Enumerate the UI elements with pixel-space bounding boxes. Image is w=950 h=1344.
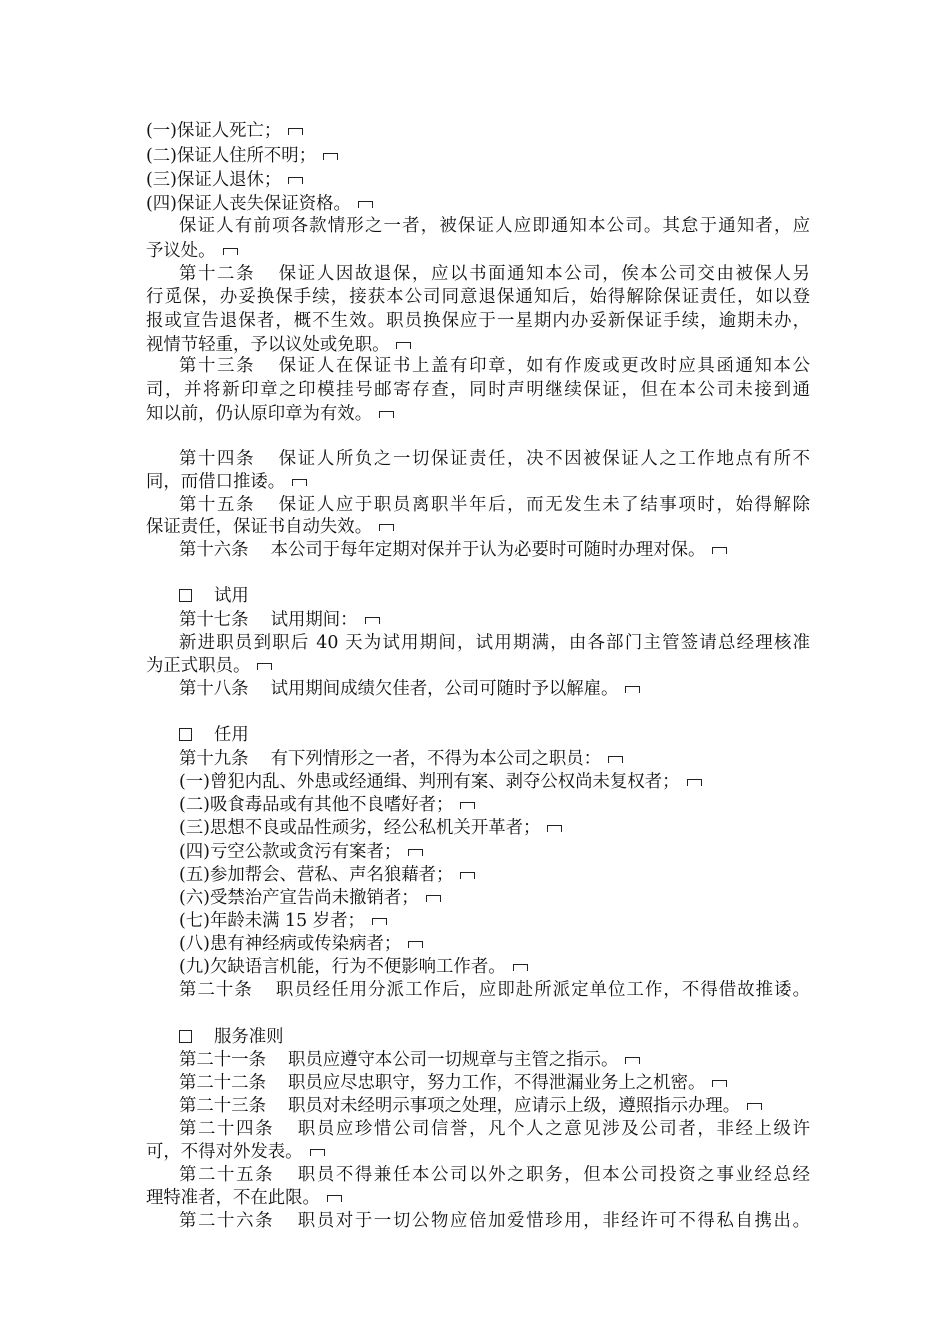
article-number: 第二十一条	[179, 1050, 266, 1070]
article-number: 第十八条	[179, 679, 249, 699]
paragraph-mark-icon	[292, 479, 307, 486]
paragraph-mark-icon	[223, 248, 238, 255]
article-line: 第十五条 保证人应于职员离职半年后，而无发生未了结事项时，始得解除	[179, 495, 810, 515]
article-line: 第二十三条 职员对未经明示事项之处理，应请示上级，遵照指示办理。	[179, 1095, 810, 1119]
paragraph-mark-icon	[712, 547, 727, 554]
article-number: 第二十五条	[179, 1165, 275, 1185]
paragraph-mark-icon	[372, 918, 387, 925]
article-line: 第二十条 职员经任用分派工作后，应即赴所派定单位工作，不得借故推诿。	[179, 980, 810, 1000]
text-line: 视情节轻重，予以议处或免职。	[146, 334, 810, 358]
paragraph-mark-icon	[288, 177, 303, 184]
paragraph-mark-icon	[408, 941, 423, 948]
paragraph-mark-icon	[625, 686, 640, 693]
paragraph-mark-icon	[712, 1080, 727, 1087]
paragraph-mark-icon	[327, 1195, 342, 1202]
text-line: (二)保证人住所不明；	[146, 145, 810, 169]
paragraph-mark-icon	[460, 872, 475, 879]
article-number: 第十五条	[179, 495, 256, 515]
text-line: (一)保证人死亡；	[146, 120, 810, 144]
text-line: 行觅保，办妥换保手续，接获本公司同意退保通知后，始得解除保证责任，如以登	[146, 287, 810, 307]
paragraph-mark-icon	[379, 524, 394, 531]
article-number: 第十九条	[179, 749, 249, 769]
text-line: 知以前，仍认原印章为有效。	[146, 403, 810, 427]
article-number: 第十六条	[179, 540, 249, 560]
article-line: 第二十二条 职员应尽忠职守，努力工作，不得泄漏业务上之机密。	[179, 1072, 810, 1096]
section-heading-trial: 试用	[179, 585, 843, 609]
paragraph-mark-icon	[460, 802, 475, 809]
paragraph-mark-icon	[625, 1057, 640, 1064]
text-line: (四)保证人丧失保证资格。	[146, 193, 810, 217]
article-number: 第二十三条	[179, 1096, 266, 1116]
paragraph-mark-icon	[396, 342, 411, 349]
article-number: 第十三条	[179, 356, 256, 376]
text-line: 予议处。	[146, 240, 810, 264]
list-item: (七)年龄未满 15 岁者；	[179, 910, 810, 934]
text-line: 保证人有前项各款情形之一者，被保证人应即通知本公司。其怠于通知者，应	[179, 216, 810, 236]
list-item: (五)参加帮会、营私、声名狼藉者；	[179, 864, 810, 888]
text-line: 新进职员到职后 40 天为试用期间，试用期满，由各部门主管签请总经理核准	[179, 633, 810, 653]
article-number: 第十七条	[179, 610, 249, 630]
article-number: 第二十条	[179, 980, 253, 1000]
list-item: (二)吸食毒品或有其他不良嗜好者；	[179, 794, 810, 818]
section-heading-appointment: 任用	[179, 724, 843, 748]
text-line: 司，并将新印章之印模挂号邮寄存查，同时声明继续保证，但在本公司未接到通	[146, 380, 810, 400]
paragraph-mark-icon	[323, 153, 338, 160]
article-number: 第二十二条	[179, 1073, 266, 1093]
article-line: 第十七条 试用期间：	[179, 609, 810, 633]
article-line: 第二十一条 职员应遵守本公司一切规章与主管之指示。	[179, 1049, 810, 1073]
list-item: (八)患有神经病或传染病者；	[179, 933, 810, 957]
article-number: 第十四条	[179, 449, 256, 469]
paragraph-mark-icon	[608, 756, 623, 763]
list-item: (三)思想不良或品性顽劣，经公私机关开革者；	[179, 817, 810, 841]
paragraph-mark-icon	[408, 849, 423, 856]
list-item: (六)受禁治产宣告尚未撤销者；	[179, 887, 810, 911]
article-line: 第十八条 试用期间成绩欠佳者，公司可随时予以解雇。	[179, 678, 810, 702]
section-heading-service-rules: 服务准则	[179, 1026, 843, 1050]
text-line: 保证责任，保证书自动失效。	[146, 516, 810, 540]
article-line: 第二十六条 职员对于一切公物应倍加爱惜珍用，非经许可不得私自携出。	[179, 1211, 810, 1231]
text-line: 为正式职员。	[146, 655, 810, 679]
list-item: (一)曾犯内乱、外患或经通缉、判刑有案、剥夺公权尚未复权者；	[179, 771, 810, 795]
article-number: 第十二条	[179, 264, 256, 284]
paragraph-mark-icon	[358, 201, 373, 208]
paragraph-mark-icon	[747, 1103, 762, 1110]
paragraph-mark-icon	[547, 825, 562, 832]
checkbox-icon	[179, 1030, 192, 1043]
checkbox-icon	[179, 728, 192, 741]
paragraph-mark-icon	[365, 617, 380, 624]
text-line: 报或宣告退保者，概不生效。职员换保应于一星期内办妥新保证手续，逾期未办，	[146, 311, 810, 331]
article-number: 第二十六条	[179, 1211, 275, 1231]
list-item: (九)欠缺语言机能，行为不便影响工作者。	[179, 956, 810, 980]
paragraph-mark-icon	[687, 779, 702, 786]
text-line: 理特准者，不在此限。	[146, 1187, 810, 1211]
paragraph-mark-icon	[513, 964, 528, 971]
paragraph-mark-icon	[426, 895, 441, 902]
article-line: 第二十五条 职员不得兼任本公司以外之职务，但本公司投资之事业经总经	[179, 1165, 810, 1185]
text-line: 同，而借口推诿。	[146, 471, 810, 495]
article-line: 第十四条 保证人所负之一切保证责任，决不因被保证人之工作地点有所不	[179, 449, 810, 469]
paragraph-mark-icon	[257, 663, 272, 670]
article-line: 第二十四条 职员应珍惜公司信誉，凡个人之意见涉及公司者，非经上级许	[179, 1119, 810, 1139]
text-line: 可，不得对外发表。	[146, 1141, 810, 1165]
article-number: 第二十四条	[179, 1119, 275, 1139]
checkbox-icon	[179, 589, 192, 602]
list-item: (四)亏空公款或贪污有案者；	[179, 841, 810, 865]
article-line: 第十九条 有下列情形之一者，不得为本公司之职员：	[179, 748, 810, 772]
paragraph-mark-icon	[310, 1149, 325, 1156]
article-line: 第十三条 保证人在保证书上盖有印章，如有作废或更改时应具函通知本公	[179, 356, 810, 376]
paragraph-mark-icon	[288, 128, 303, 135]
paragraph-mark-icon	[379, 411, 394, 418]
article-line: 第十二条 保证人因故退保，应以书面通知本公司，俟本公司交由被保人另	[179, 264, 810, 284]
article-line: 第十六条 本公司于每年定期对保并于认为必要时可随时办理对保。	[179, 539, 810, 563]
text-line: (三)保证人退休；	[146, 169, 810, 193]
